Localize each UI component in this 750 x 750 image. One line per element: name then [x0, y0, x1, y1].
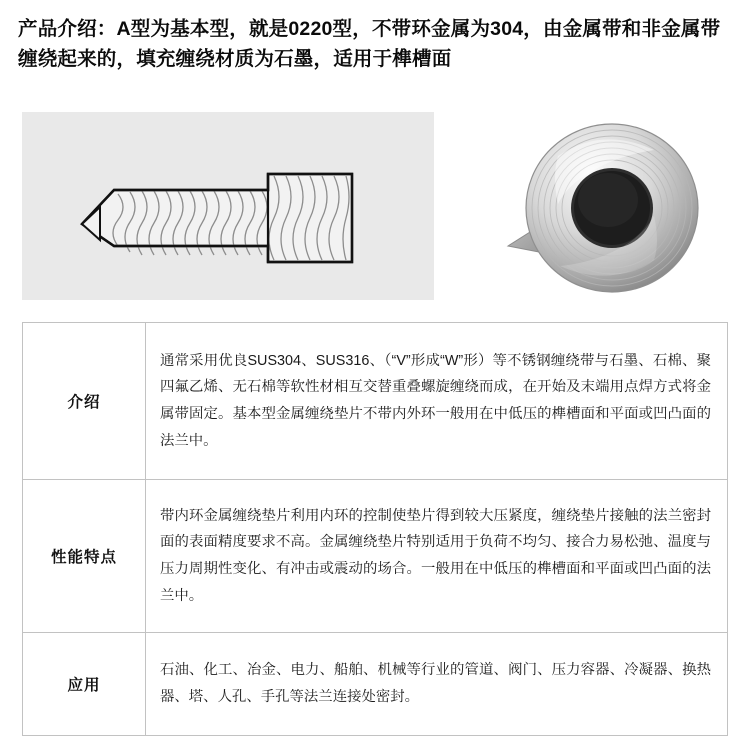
page-title: 产品介绍：A型为基本型，就是0220型，不带环金属为304，由金属带和非金属带缠绕起来的，填充缠绕材质为石墨，适用于榫槽面 — [18, 18, 721, 71]
row-content-feature: 带内环金属缠绕垫片利用内环的控制使垫片得到较大压紧度，缠绕垫片接触的法兰密封面的表面精度要求不高。金属缠绕垫片特别适用于负荷不均匀、接合力易松弛、温度与压力周期性变化、有冲击或震动的场合。一般用在中低压的榫槽面和平面或凹凸面的法兰中。 — [146, 480, 728, 633]
gasket-photo — [462, 110, 728, 306]
row-content-apply: 石油、化工、冶金、电力、船舶、机械等行业的管道、阀门、压力容器、冷凝器、换热器、塔、人孔、手孔等法兰连接处密封。 — [146, 633, 728, 736]
table-row — [23, 480, 728, 633]
row-label-apply: 应用 — [23, 633, 146, 736]
figure-band — [22, 112, 728, 310]
row-content-intro: 通常采用优良SUS304、SUS316、（“V”形成“W”形）等不锈钢缠绕带与石墨、石棉、聚四氟乙烯、无石棉等软性材相互交替重叠螺旋缠绕而成，在开始及末端用点焊方式将金属带固定。基本型金属缠绕垫片不带内外环一般用在中低压的榫槽面和平面或凹凸面的法兰中。 — [146, 323, 728, 480]
table-row — [23, 633, 728, 736]
row-label-intro: 介绍 — [23, 323, 146, 480]
cross-section-diagram — [22, 112, 434, 300]
table-row — [23, 323, 728, 480]
spec-table — [22, 322, 728, 736]
row-label-feature: 性能特点 — [23, 480, 146, 633]
